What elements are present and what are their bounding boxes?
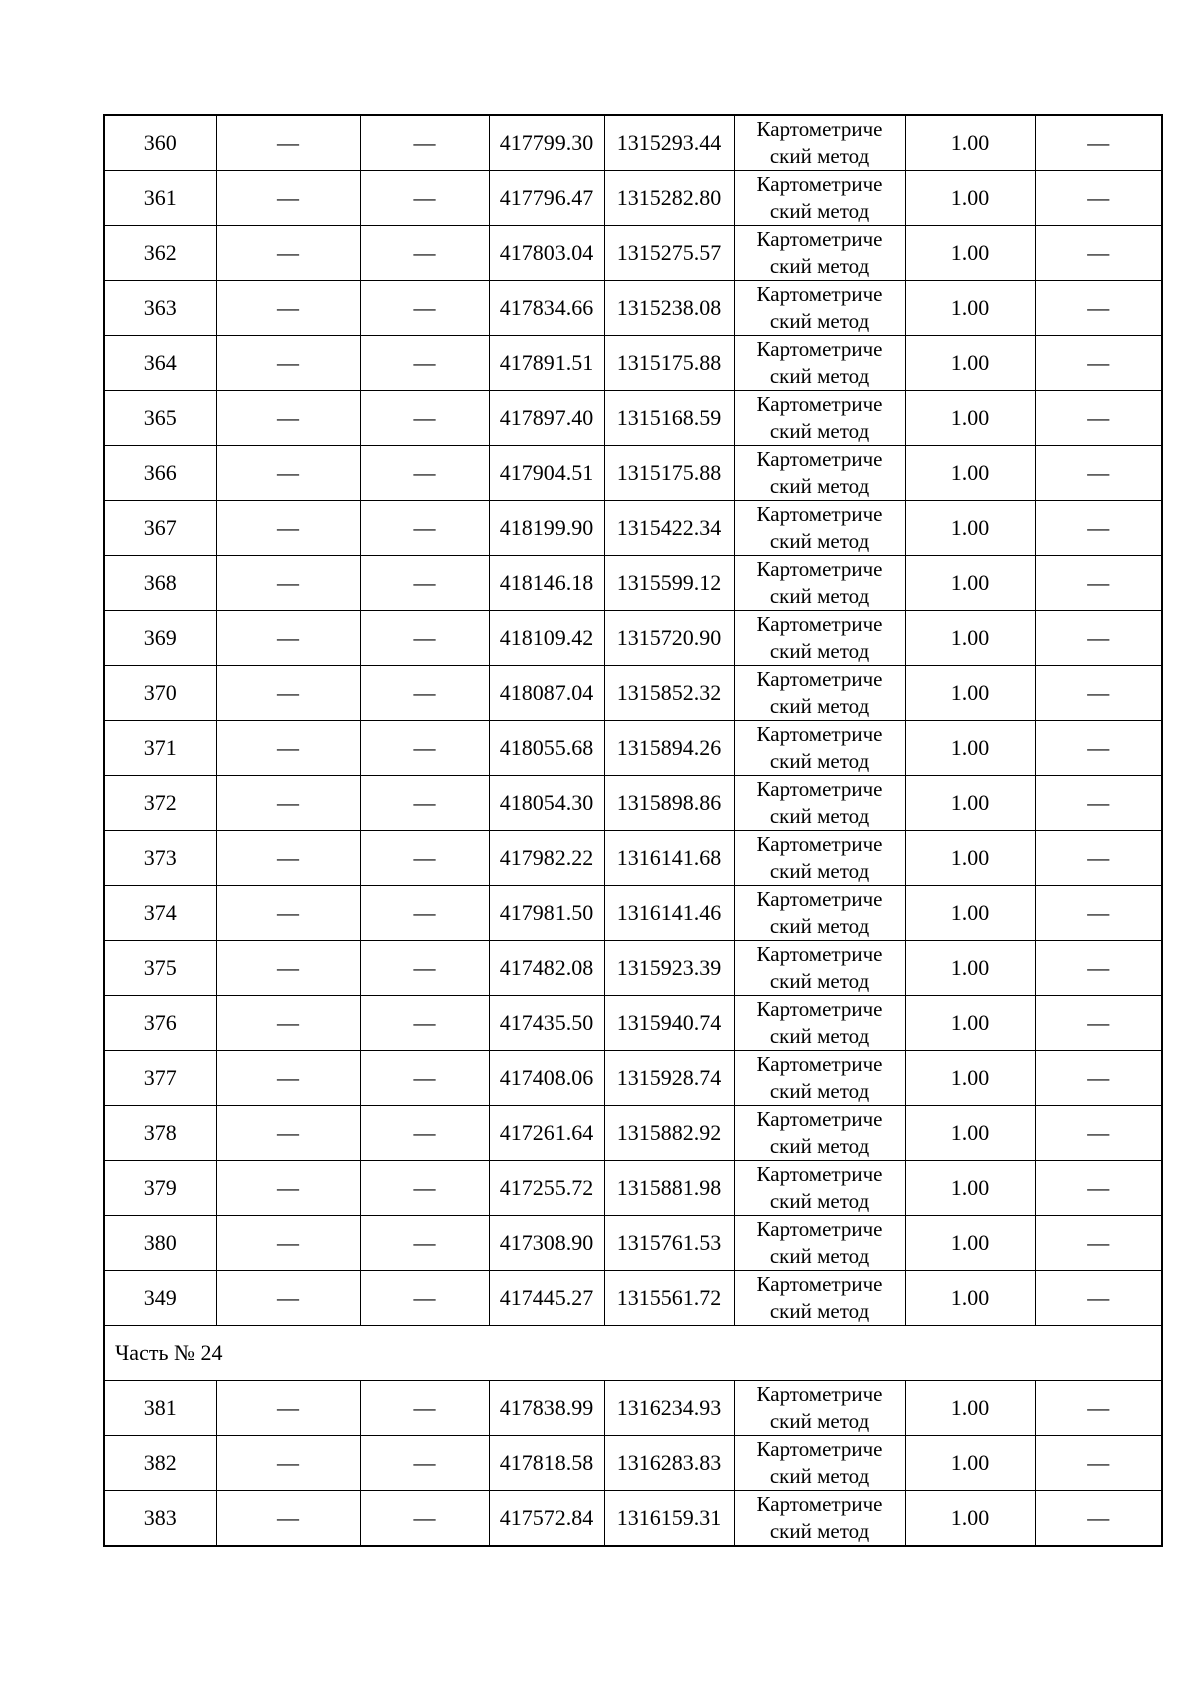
description-cell: — [1035,776,1162,831]
y-coordinate-cell: 1315720.90 [604,611,734,666]
x-coordinate-cell: 417308.90 [489,1216,604,1271]
table-row [104,226,1162,281]
empty-value-cell: — [216,1051,360,1106]
empty-value-cell: — [360,886,489,941]
empty-value-cell: — [360,1161,489,1216]
method-cell: Картометриче ский метод [734,336,905,391]
point-number-cell: 380 [104,1216,216,1271]
point-number-cell: 368 [104,556,216,611]
table-row [104,1271,1162,1326]
y-coordinate-cell: 1315599.12 [604,556,734,611]
empty-value-cell: — [216,1491,360,1547]
empty-value-cell: — [360,1491,489,1547]
table-row [104,1491,1162,1547]
x-coordinate-cell: 417799.30 [489,115,604,171]
x-coordinate-cell: 417408.06 [489,1051,604,1106]
empty-value-cell: — [216,1106,360,1161]
method-cell: Картометриче ский метод [734,666,905,721]
y-coordinate-cell: 1315238.08 [604,281,734,336]
y-coordinate-cell: 1315175.88 [604,446,734,501]
empty-value-cell: — [360,556,489,611]
x-coordinate-cell: 417445.27 [489,1271,604,1326]
description-cell: — [1035,886,1162,941]
method-cell: Картометриче ский метод [734,1271,905,1326]
point-number-cell: 374 [104,886,216,941]
empty-value-cell: — [216,1216,360,1271]
accuracy-cell: 1.00 [905,1161,1035,1216]
y-coordinate-cell: 1315882.92 [604,1106,734,1161]
method-cell: Картометриче ский метод [734,391,905,446]
point-number-cell: 361 [104,171,216,226]
method-cell: Картометриче ский метод [734,776,905,831]
description-cell: — [1035,611,1162,666]
method-cell: Картометриче ский метод [734,281,905,336]
method-cell: Картометриче ский метод [734,1381,905,1436]
empty-value-cell: — [360,1436,489,1491]
accuracy-cell: 1.00 [905,1491,1035,1547]
empty-value-cell: — [360,666,489,721]
section-header-row [104,1326,1162,1381]
empty-value-cell: — [360,115,489,171]
point-number-cell: 362 [104,226,216,281]
accuracy-cell: 1.00 [905,391,1035,446]
empty-value-cell: — [216,941,360,996]
y-coordinate-cell: 1315923.39 [604,941,734,996]
empty-value-cell: — [360,391,489,446]
empty-value-cell: — [360,941,489,996]
table-row [104,721,1162,776]
y-coordinate-cell: 1315275.57 [604,226,734,281]
point-number-cell: 375 [104,941,216,996]
table-row [104,886,1162,941]
point-number-cell: 363 [104,281,216,336]
point-number-cell: 371 [104,721,216,776]
y-coordinate-cell: 1315761.53 [604,1216,734,1271]
table-row [104,446,1162,501]
table-row [104,391,1162,446]
table-row [104,666,1162,721]
x-coordinate-cell: 417796.47 [489,171,604,226]
accuracy-cell: 1.00 [905,996,1035,1051]
empty-value-cell: — [216,666,360,721]
y-coordinate-cell: 1315293.44 [604,115,734,171]
y-coordinate-cell: 1315894.26 [604,721,734,776]
empty-value-cell: — [216,501,360,556]
empty-value-cell: — [216,446,360,501]
point-number-cell: 349 [104,1271,216,1326]
method-cell: Картометриче ский метод [734,226,905,281]
method-cell: Картометриче ский метод [734,996,905,1051]
table-row [104,1051,1162,1106]
point-number-cell: 379 [104,1161,216,1216]
empty-value-cell: — [360,336,489,391]
accuracy-cell: 1.00 [905,446,1035,501]
x-coordinate-cell: 417904.51 [489,446,604,501]
y-coordinate-cell: 1315168.59 [604,391,734,446]
empty-value-cell: — [216,1161,360,1216]
y-coordinate-cell: 1315282.80 [604,171,734,226]
accuracy-cell: 1.00 [905,941,1035,996]
y-coordinate-cell: 1316141.68 [604,831,734,886]
table-row [104,501,1162,556]
table-row [104,336,1162,391]
table-row [104,1436,1162,1491]
empty-value-cell: — [216,115,360,171]
description-cell: — [1035,1216,1162,1271]
accuracy-cell: 1.00 [905,115,1035,171]
accuracy-cell: 1.00 [905,1106,1035,1161]
empty-value-cell: — [216,831,360,886]
point-number-cell: 377 [104,1051,216,1106]
empty-value-cell: — [360,226,489,281]
empty-value-cell: — [216,281,360,336]
empty-value-cell: — [360,281,489,336]
accuracy-cell: 1.00 [905,281,1035,336]
description-cell: — [1035,721,1162,776]
accuracy-cell: 1.00 [905,1381,1035,1436]
empty-value-cell: — [360,721,489,776]
empty-value-cell: — [216,1381,360,1436]
table-row [104,556,1162,611]
accuracy-cell: 1.00 [905,501,1035,556]
x-coordinate-cell: 417255.72 [489,1161,604,1216]
empty-value-cell: — [216,171,360,226]
x-coordinate-cell: 417818.58 [489,1436,604,1491]
x-coordinate-cell: 418199.90 [489,501,604,556]
description-cell: — [1035,1106,1162,1161]
description-cell: — [1035,336,1162,391]
accuracy-cell: 1.00 [905,556,1035,611]
empty-value-cell: — [216,226,360,281]
description-cell: — [1035,1381,1162,1436]
empty-value-cell: — [360,171,489,226]
empty-value-cell: — [360,611,489,666]
description-cell: — [1035,941,1162,996]
empty-value-cell: — [216,776,360,831]
method-cell: Картометриче ский метод [734,115,905,171]
description-cell: — [1035,171,1162,226]
accuracy-cell: 1.00 [905,886,1035,941]
empty-value-cell: — [216,391,360,446]
x-coordinate-cell: 418054.30 [489,776,604,831]
point-number-cell: 364 [104,336,216,391]
y-coordinate-cell: 1315175.88 [604,336,734,391]
table-row [104,1106,1162,1161]
method-cell: Картометриче ский метод [734,171,905,226]
x-coordinate-cell: 418146.18 [489,556,604,611]
point-number-cell: 378 [104,1106,216,1161]
empty-value-cell: — [360,1381,489,1436]
empty-value-cell: — [216,1271,360,1326]
accuracy-cell: 1.00 [905,721,1035,776]
description-cell: — [1035,446,1162,501]
y-coordinate-cell: 1316141.46 [604,886,734,941]
table-row [104,611,1162,666]
description-cell: — [1035,391,1162,446]
x-coordinate-cell: 418109.42 [489,611,604,666]
method-cell: Картометриче ский метод [734,1051,905,1106]
accuracy-cell: 1.00 [905,776,1035,831]
x-coordinate-cell: 417572.84 [489,1491,604,1547]
x-coordinate-cell: 417891.51 [489,336,604,391]
x-coordinate-cell: 417261.64 [489,1106,604,1161]
empty-value-cell: — [360,776,489,831]
table-row [104,171,1162,226]
accuracy-cell: 1.00 [905,336,1035,391]
method-cell: Картометриче ский метод [734,721,905,776]
x-coordinate-cell: 417803.04 [489,226,604,281]
point-number-cell: 367 [104,501,216,556]
method-cell: Картометриче ский метод [734,446,905,501]
description-cell: — [1035,1271,1162,1326]
description-cell: — [1035,281,1162,336]
empty-value-cell: — [216,336,360,391]
x-coordinate-cell: 417897.40 [489,391,604,446]
point-number-cell: 372 [104,776,216,831]
x-coordinate-cell: 417435.50 [489,996,604,1051]
y-coordinate-cell: 1316159.31 [604,1491,734,1547]
table-row [104,776,1162,831]
point-number-cell: 373 [104,831,216,886]
point-number-cell: 382 [104,1436,216,1491]
description-cell: — [1035,831,1162,886]
description-cell: — [1035,226,1162,281]
table-row [104,281,1162,336]
y-coordinate-cell: 1315881.98 [604,1161,734,1216]
empty-value-cell: — [216,996,360,1051]
x-coordinate-cell: 418087.04 [489,666,604,721]
x-coordinate-cell: 417482.08 [489,941,604,996]
description-cell: — [1035,1491,1162,1547]
empty-value-cell: — [360,831,489,886]
y-coordinate-cell: 1315928.74 [604,1051,734,1106]
method-cell: Картометриче ский метод [734,501,905,556]
point-number-cell: 366 [104,446,216,501]
empty-value-cell: — [360,1106,489,1161]
method-cell: Картометриче ский метод [734,1161,905,1216]
table-row [104,996,1162,1051]
description-cell: — [1035,501,1162,556]
description-cell: — [1035,1051,1162,1106]
method-cell: Картометриче ский метод [734,1491,905,1547]
empty-value-cell: — [360,996,489,1051]
empty-value-cell: — [360,1271,489,1326]
point-number-cell: 383 [104,1491,216,1547]
table-row [104,1381,1162,1436]
y-coordinate-cell: 1315940.74 [604,996,734,1051]
accuracy-cell: 1.00 [905,831,1035,886]
accuracy-cell: 1.00 [905,1436,1035,1491]
accuracy-cell: 1.00 [905,1216,1035,1271]
method-cell: Картометриче ский метод [734,556,905,611]
x-coordinate-cell: 417834.66 [489,281,604,336]
x-coordinate-cell: 417982.22 [489,831,604,886]
y-coordinate-cell: 1315561.72 [604,1271,734,1326]
accuracy-cell: 1.00 [905,171,1035,226]
description-cell: — [1035,115,1162,171]
y-coordinate-cell: 1316234.93 [604,1381,734,1436]
table-row [104,831,1162,886]
y-coordinate-cell: 1315422.34 [604,501,734,556]
method-cell: Картометриче ский метод [734,831,905,886]
description-cell: — [1035,666,1162,721]
table-row [104,1216,1162,1271]
method-cell: Картометриче ский метод [734,611,905,666]
point-number-cell: 369 [104,611,216,666]
accuracy-cell: 1.00 [905,226,1035,281]
x-coordinate-cell: 418055.68 [489,721,604,776]
point-number-cell: 376 [104,996,216,1051]
y-coordinate-cell: 1315898.86 [604,776,734,831]
accuracy-cell: 1.00 [905,1271,1035,1326]
point-number-cell: 360 [104,115,216,171]
y-coordinate-cell: 1315852.32 [604,666,734,721]
empty-value-cell: — [360,501,489,556]
table-row [104,1161,1162,1216]
empty-value-cell: — [216,721,360,776]
accuracy-cell: 1.00 [905,611,1035,666]
point-number-cell: 365 [104,391,216,446]
method-cell: Картометриче ский метод [734,941,905,996]
x-coordinate-cell: 417838.99 [489,1381,604,1436]
description-cell: — [1035,996,1162,1051]
section-title: Часть № 24 [104,1326,1162,1381]
description-cell: — [1035,556,1162,611]
empty-value-cell: — [216,556,360,611]
method-cell: Картометриче ский метод [734,1216,905,1271]
empty-value-cell: — [360,1216,489,1271]
description-cell: — [1035,1161,1162,1216]
point-number-cell: 381 [104,1381,216,1436]
empty-value-cell: — [360,446,489,501]
table-row [104,941,1162,996]
empty-value-cell: — [216,611,360,666]
y-coordinate-cell: 1316283.83 [604,1436,734,1491]
table-row [104,115,1162,171]
x-coordinate-cell: 417981.50 [489,886,604,941]
method-cell: Картометриче ский метод [734,886,905,941]
method-cell: Картометриче ский метод [734,1436,905,1491]
method-cell: Картометриче ский метод [734,1106,905,1161]
accuracy-cell: 1.00 [905,666,1035,721]
table-body [104,115,1162,1546]
empty-value-cell: — [216,886,360,941]
description-cell: — [1035,1436,1162,1491]
coordinates-table [103,114,1163,1547]
accuracy-cell: 1.00 [905,1051,1035,1106]
empty-value-cell: — [216,1436,360,1491]
empty-value-cell: — [360,1051,489,1106]
point-number-cell: 370 [104,666,216,721]
